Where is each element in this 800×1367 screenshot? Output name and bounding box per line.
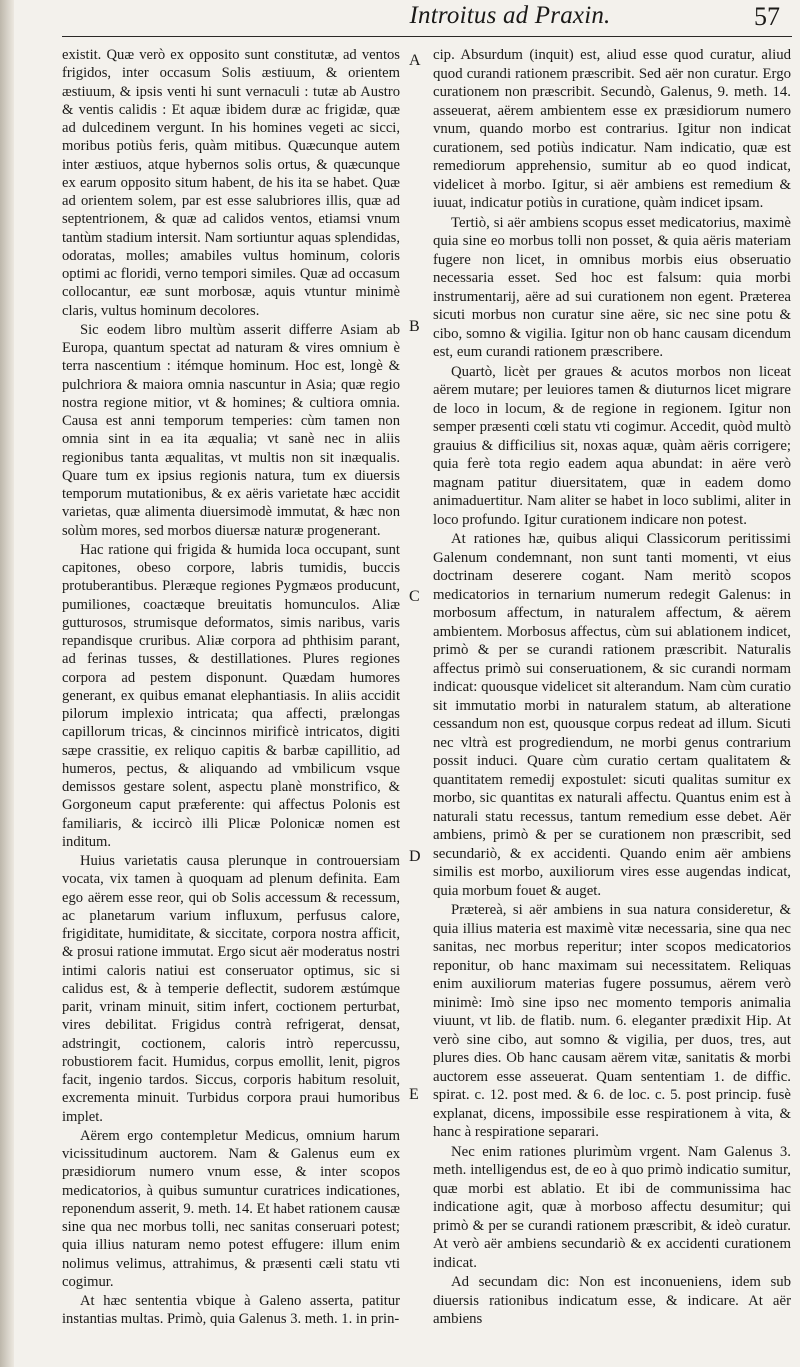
page-gutter-shadow <box>0 0 14 1367</box>
margin-letter-d: D <box>409 848 421 865</box>
header-rule <box>62 36 792 37</box>
left-column <box>62 46 400 1329</box>
paragraph: cip. Absurdum (inquit) est, aliud esse quod curatur, aliud quod curandi rationem præscribit. Sed aër non curatur. Ergo curationem non præscribit. Secundò, Galenus, 9. meth. 14. asseuerat, aërem ambientem esse ex præsidiorum numero vnum, quando morbo est contrarius. Igitur non indicat curationem, sed potiùs indicatur. Nam indicatio, quæ est remediorum apprehensio, sumitur ab eo quod indicat, videlicet à morbo. Igitur, si aër ambiens est remedium & iuuat, indicatur potiùs in curatione, quàm indicet ipsam. <box>433 47 791 211</box>
right-column <box>433 46 791 1329</box>
paragraph: Nec enim rationes plurimùm vrgent. Nam Galenus 3. meth. intelligendus est, de eo à quo primò indicatio sumitur, quæ morbi est ablatio. Et ibi de communissima hac indicatione agit, quæ à morboso affectu desumitur; qui primò & per se curandi rationem præscribit, & ideò curatur. At verò aër ambiens secundariò & ex accidenti curationem indicat. <box>433 1143 791 1271</box>
paragraph: Prætereà, si aër ambiens in sua natura consideretur, & quia illius materia est maximè vitæ necessaria, sine qua nec sanitas, nec morbus reperitur; inter scopos medicatorios reponitur, ob hanc maximam sui necessitatem. Reliquas enim auxiliorum materias fugere possumus, aërem verò minimè: Imò sine ipso nec momento temporis animalia viuunt, vt lib. de flatib. num. 6. eleganter prædixit Hip. At verò sine cibo, aut somno & vigilia, per duos, tres, aut plures dies. Ob hanc causam aërem vitæ, sanitatis & morbi auctorem esse asseuerat. Quam sententiam 1. de diffic. spirat. c. 12. post med. & 6. de loc. c. 5. post princip. fusè explanat, dicens, impossibile esse respirationem à vita, & hanc à respiratione separari. <box>433 902 791 1140</box>
margin-letter-b: B <box>409 318 420 335</box>
margin-letter-a: A <box>409 52 421 69</box>
paragraph: Huius varietatis causa plerunque in controuersiam vocata, vix tamen à quoquam ad plenum definita. Eam ego aërem esse reor, qui ob Solis accessum & recessum, ac planetarum varium influxum, perfusus calore, frigiditate, humiditate, & siccitate, corpora nostra afficit, & prosui ratione immutat. Ergo sicut aër moderatus nostri intimi caloris natiui est conseruator optimus, sic si calidus est, & à temperie deflectit, sudorem æstúmque parit, vrinam minuit, sitim infert, coctionem perturbat, vires debilitat. Frigidus contrà refrigerat, densat, adstringit, coctionem, caloris intrò repercussu, robustiorem facit. Humidus, corpus emollit, lenit, pigros facit, ingenio tardos. Siccus, corporis habitum resoluit, excrementa minuit. Turbidus corpora praui humoribus implet. <box>62 853 400 1125</box>
paragraph: Quartò, licèt per graues & acutos morbos non liceat aërem mutare; per leuiores tamen & diuturnos licet migrare de loco in locum, & de regione in regionem. Igitur non semper præsenti cœli statu vti cogimur. Accedit, quòd multò grauius & difficilius sit, noxas aquæ, quàm aëris corrigere; quia ferè tota regio eadem aqua abundat: in aëre verò magnam patitur diuersitatem, quæ in eadem domo animaduertitur. Nam aliter se habet in loco sublimi, aliter in loco profundo. Igitur curationem indicare non potest. <box>433 363 791 528</box>
page-number: 57 <box>754 2 780 31</box>
paragraph: Aërem ergo contempletur Medicus, omnium harum vicissitudinum auctorem. Nam & Galenus eum ex præsidiorum numero vnum esse, & inter scopos medicatorios, à quibus sumuntur curatrices indicationes, reponendum asserit, 9. meth. 14. Et habet rationem causæ sine qua nec morbus tolli, nec sanitas conseruari potest; quia illius naturam nemo potest effugere: illum enim nolimus velimus, attrahimus, & præsenti cæli statu vti cogimur. <box>62 1127 400 1290</box>
margin-letter-e: E <box>409 1086 419 1103</box>
paragraph: Tertiò, si aër ambiens scopus esset medicatorius, maximè quia sine eo morbus tolli non posset, & quia aëris materiam fugere non licet, in omnibus morbis eius obseruatio necessaria esset. Sed hoc est falsum: quia morbi instrumentarij, aëre ad sui curationem non egent. Præterea sicuti morbus non curatur sine aëre, sic nec sine potu & cibo, somno & vigilia. Igitur non ob hanc causam dicendum est, eum curandi rationem præscribere. <box>433 214 791 360</box>
paragraph: At hæc sententia vbique à Galeno asserta, patitur instantias multas. Primò, quia Galenus 3. meth. 1. in prin- <box>62 1293 400 1328</box>
paragraph: At rationes hæ, quibus aliqui Classicorum peritissimi Galenum condemnant, non sunt tanti momenti, vt eius doctrinam deserere cogant. Nam meritò scopos medicatorios in ternarium numerum redegit Galenus: in morbosum affectum, in naturalem affectum, & aërem ambientem. Morbosus affectus, cùm sui ablationem indicet, primò & per se curandi rationem præscribit. Naturalis affectus primò sui conseruationem, & sic curandi normam indicat: quousque videlicet sit alterandum. Nam cùm curatio sit immutatio morbi in naturalem statum, ab alteratione cessandum non est, quousque corpus redeat ad illum. Sicuti nec vltrà est progrediendum, ne morbi genus contrarium possit induci. Quare cùm curatio certam qualitatem & quantitatem remedij expostulet: sicuti qualitas sumitur ex morbo, sic quantitas ex naturali affectu. Quantus enim est à naturali statu recessus, tantum remedium esse debet. Aër ambiens, primò & per se curationem non præscribit, sed secundariò, & ex accidenti. Quando enim aër ambiens similis est morbo, auxiliorum vires esse augendas indicat, quia morbum fouet & auget. <box>433 531 791 899</box>
paragraph: Ad secundam dic: Non est inconueniens, idem sub diuersis rationibus indicatum esse, & indicare. At aër ambiens <box>433 1274 791 1327</box>
paragraph: existit. Quæ verò ex opposito sunt constitutæ, ad ventos frigidos, inter occasum Solis æstiuum, & orientem æstiuum, & ipsis venti hi sunt vernaculi : tutæ ab Austro & ventis calidis : Et aquæ ibidem duræ ac frigidæ, quæ ad dulcedinem vergunt. In his homines vegeti ac sicci, moribus potiùs feris, quàm mitibus. Quæcunque autem inter æstiuos, atque hybernos solis ortus, & quæcunque ex earum opposito situm habent, de his ita se habet. Quæ ad orientem solem, par est esse salubriores illis, quæ ad septentrionem, & quæ ad calidos ventos, etiamsi vnum tantùm stadium intersit. Nam sortiuntur aquas splendidas, odoratas, molles; amabiles vultus hominum, coloris optimi ac floridi, verno tempori similes. Quæ ad occasum collocantur, eæ sunt morbosæ, aquis vtuntur minimè claris, vultus hominum decolores. <box>62 47 400 319</box>
margin-letter-c: C <box>409 588 420 605</box>
paragraph: Hac ratione qui frigida & humida loca occupant, sunt capitones, obeso corpore, labris tumidis, buccis protuberantibus. Pleræque regiones Pygmæos producunt, pumiliones, coactæque breuitatis homunculos. Aliæ gutturosos, strumisque deformatos, simis naribus, varis repandisque cruribus. Aliæ corpora ad phthisim parant, ad ferinas tusses, & destillationes. Plures regiones corpora ad pestem disponunt. Quædam humores generant, ex quibus emanat elephantiasis. In aliis accidit pilorum implexio intricata; qua affecti, prælongas capillorum tricas, & cincinnos mirificè intricatos, digiti sæpe crassitie, ex reliquo capitis & barbæ capillitio, ad humeros, pectus, & aliquando ad vmbilicum vsque demissos gestare solent, aspectu planè monstrifico, & Gorgoneum caput præferente: qui affectus Polonis est familiaris, & iccircò illi Plicæ Polonicæ nomen est inditum. <box>62 541 400 850</box>
paragraph: Sic eodem libro multùm asserit differre Asiam ab Europa, quantum spectat ad naturam & vires omnium è terra nascentium : itémque hominum. Hoc est, longè & pulchriora & maiora omnia nascuntur in Asia; quæ regio nostra regione mitior, vt & homines; & cultiora omnia. Causa est anni temporum temperies: cùm tamen non omnia sint in ea ita æqualia; vt sanè nec in aliis regionibus tanta æqualitas, vt multis non sit inæqualis. Quare tum ex ipsius regionis natura, tum ex diuersis temporum mutationibus, & ex aëris varietate hæc accidit varietas, quæ alimenta diuersimodè immutat, & hæc non solùm mores, sed morbos diuersæ naturæ progenerant. <box>62 321 400 539</box>
running-title: Introitus ad Praxin. <box>409 2 611 29</box>
